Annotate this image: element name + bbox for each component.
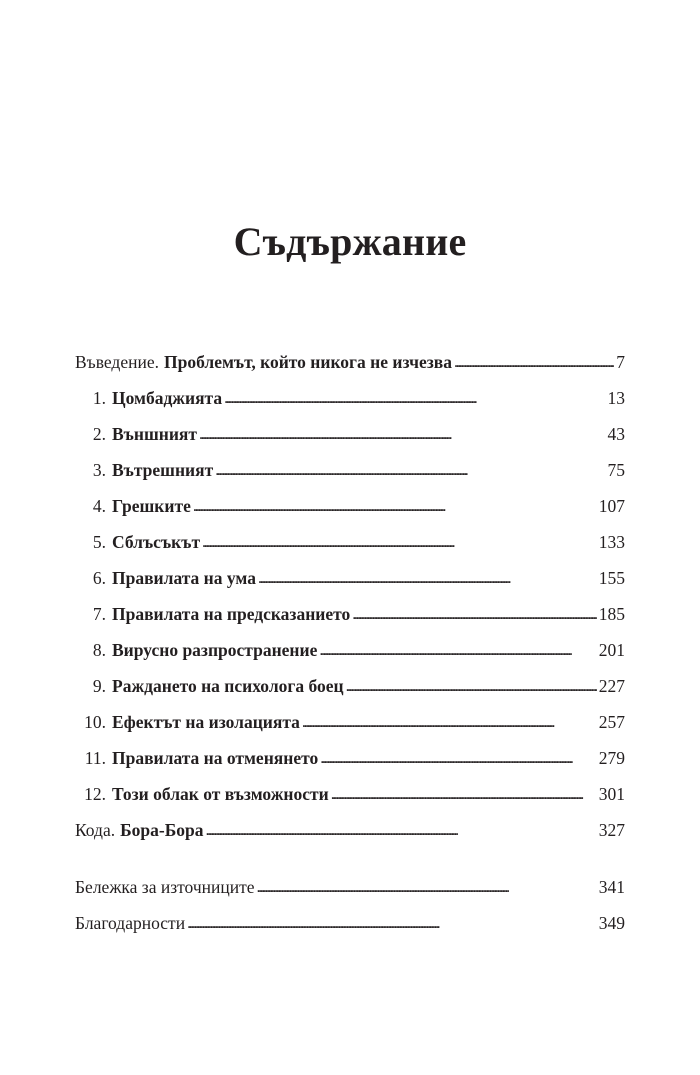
- chapter-number: 2.: [92, 424, 106, 444]
- dot-leader: [346, 667, 597, 705]
- toc-entry-title: Вирусно разпространение: [112, 640, 318, 660]
- toc-entry-chapter-8[interactable]: [75, 632, 625, 668]
- toc-entry-chapter-6[interactable]: [75, 560, 625, 596]
- toc-entry-page: 185: [598, 604, 625, 624]
- dot-leader: [202, 523, 597, 561]
- dot-leader: [257, 868, 597, 906]
- chapter-number: 6.: [92, 568, 106, 588]
- toc-entry-page: 133: [598, 532, 625, 552]
- chapter-number: 10.: [84, 712, 106, 732]
- toc-entry-page: 107: [598, 496, 625, 516]
- toc-entry-chapter-4[interactable]: [75, 488, 625, 524]
- toc-entry-page: 201: [598, 640, 625, 660]
- toc-entry-page: 341: [598, 877, 625, 897]
- toc-entry-page: 349: [598, 913, 625, 933]
- toc-entry-chapter-7[interactable]: [75, 596, 625, 632]
- toc-entry-coda[interactable]: [75, 812, 625, 848]
- toc-entry-page: 257: [598, 712, 625, 732]
- chapter-number: 5.: [92, 532, 106, 552]
- toc-entry-page: 13: [607, 388, 625, 408]
- toc-entry-page: 7: [616, 352, 625, 372]
- toc-entry-prefix: Кода.: [75, 820, 116, 840]
- toc-entry-chapter-12[interactable]: [75, 776, 625, 812]
- toc-entry-title: Бора-Бора: [120, 820, 204, 840]
- table-of-contents: [75, 344, 625, 941]
- toc-entry-introduction[interactable]: [75, 344, 625, 380]
- toc-entry-title: Сблъсъкът: [112, 532, 201, 552]
- dot-leader: [320, 739, 597, 777]
- toc-entry-page: 301: [598, 784, 625, 804]
- toc-entry-chapter-11[interactable]: [75, 740, 625, 776]
- chapter-number: 9.: [92, 676, 106, 696]
- toc-entry-page: 327: [598, 820, 625, 840]
- toc-entry-page: 155: [598, 568, 625, 588]
- toc-entry-title: Правилата на отменянето: [112, 748, 319, 768]
- dot-leader: [215, 451, 605, 489]
- toc-entry-chapter-5[interactable]: [75, 524, 625, 560]
- dot-leader: [206, 811, 597, 849]
- chapter-number: 12.: [84, 784, 106, 804]
- toc-entry-title: Бележка за източниците: [75, 877, 255, 897]
- dot-leader: [193, 487, 597, 525]
- chapter-number: 7.: [92, 604, 106, 624]
- toc-entry-chapter-3[interactable]: [75, 452, 625, 488]
- dot-leader: [224, 379, 605, 417]
- toc-entry-title: Проблемът, който никога не изчезва: [163, 352, 452, 372]
- chapter-number: 3.: [92, 460, 106, 480]
- toc-entry-title: Благодарности: [75, 913, 186, 933]
- toc-entry-page: 227: [598, 676, 625, 696]
- toc-entry-title: Външният: [112, 424, 197, 444]
- dot-leader: [302, 703, 597, 741]
- chapter-number: 4.: [92, 496, 106, 516]
- chapter-number: 1.: [92, 388, 106, 408]
- toc-entry-prefix: Въведение.: [75, 352, 159, 372]
- toc-entry-page: 279: [598, 748, 625, 768]
- toc-entry-title: Правилата на предсказанието: [112, 604, 351, 624]
- dot-leader: [352, 595, 596, 633]
- toc-entry-acknowledgements[interactable]: [75, 905, 625, 941]
- chapter-number: 8.: [92, 640, 106, 660]
- toc-entry-chapter-10[interactable]: [75, 704, 625, 740]
- toc-entry-page: 43: [607, 424, 625, 444]
- toc-entry-title: Правилата на ума: [112, 568, 256, 588]
- dot-leader: [454, 343, 614, 381]
- toc-entry-title: Грешките: [112, 496, 191, 516]
- page-title: Съдържание: [233, 219, 467, 264]
- toc-entry-title: Вътрешният: [112, 460, 214, 480]
- toc-entry-chapter-2[interactable]: [75, 416, 625, 452]
- dot-leader: [258, 559, 597, 597]
- toc-entry-sources-note[interactable]: [75, 869, 625, 905]
- toc-entry-title: Раждането на психолога боец: [112, 676, 344, 696]
- dot-leader: [331, 775, 597, 813]
- toc-entry-title: Този облак от възможности: [112, 784, 329, 804]
- toc-entry-title: Цомбаджията: [112, 388, 223, 408]
- dot-leader: [319, 631, 596, 669]
- toc-entry-title: Ефектът на изолацията: [112, 712, 300, 732]
- dot-leader: [187, 904, 597, 942]
- chapter-number: 11.: [84, 748, 106, 768]
- toc-entry-page: 75: [607, 460, 625, 480]
- toc-entry-chapter-1[interactable]: [75, 380, 625, 416]
- dot-leader: [199, 415, 606, 453]
- toc-entry-chapter-9[interactable]: [75, 668, 625, 704]
